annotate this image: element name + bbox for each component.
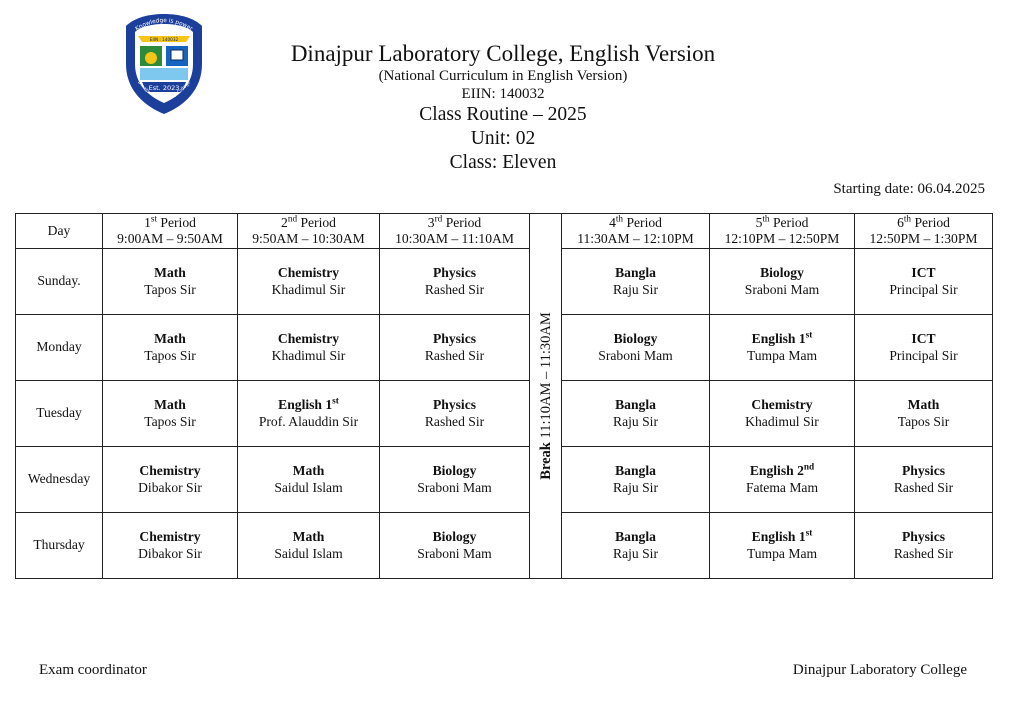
class-cell: ICT Principal Sir: [855, 249, 993, 315]
curriculum-note: (National Curriculum in English Version): [378, 68, 628, 84]
period-time: 9:50AM – 10:30AM: [252, 231, 365, 246]
routine-title: Class Routine – 2025: [419, 104, 587, 125]
table-row: [16, 315, 993, 381]
period-header: 4th Period 11:30AM – 12:10PM: [562, 214, 710, 249]
class-cell: Math Tapos Sir: [103, 249, 238, 315]
college-logo: [122, 12, 206, 116]
period-time: 9:00AM – 9:50AM: [117, 231, 223, 246]
class-cell: Bangla Raju Sir: [562, 381, 710, 447]
period-time: 12:50PM – 1:30PM: [869, 231, 978, 246]
class-cell: English 2nd Fatema Mam: [710, 447, 855, 513]
table-row: [16, 513, 993, 579]
class-cell: Physics Rashed Sir: [380, 315, 530, 381]
college-name: Dinajpur Laboratory College, English Version: [290, 41, 716, 66]
class-cell: Bangla Raju Sir: [562, 447, 710, 513]
class-cell: Math Saidul Islam: [238, 447, 380, 513]
class-cell: Physics Rashed Sir: [855, 513, 993, 579]
class-cell: Chemistry Khadimul Sir: [238, 249, 380, 315]
break-label: Break 11:10AM – 11:30AM: [537, 312, 554, 480]
table-row: [16, 381, 993, 447]
class-cell: Physics Rashed Sir: [855, 447, 993, 513]
period-header: 6th Period 12:50PM – 1:30PM: [855, 214, 993, 249]
period-header: 2nd Period 9:50AM – 10:30AM: [238, 214, 380, 249]
class-cell: Chemistry Dibakor Sir: [103, 447, 238, 513]
class-cell: Bangla Raju Sir: [562, 513, 710, 579]
class-cell: Biology Sraboni Mam: [710, 249, 855, 315]
period-time: 12:10PM – 12:50PM: [724, 231, 840, 246]
period-time: 11:30AM – 12:10PM: [577, 231, 694, 246]
period-header: 1st Period 9:00AM – 9:50AM: [103, 214, 238, 249]
class-label: Class: Eleven: [449, 152, 557, 173]
starting-date: Starting date: 06.04.2025: [833, 181, 985, 197]
day-cell: Tuesday: [16, 381, 103, 447]
table-row: [16, 447, 993, 513]
class-cell: Biology Sraboni Mam: [380, 447, 530, 513]
eiin-number: EIIN: 140032: [461, 86, 545, 102]
class-cell: Math Tapos Sir: [855, 381, 993, 447]
routine-table: [15, 213, 993, 579]
logo-eiin-text: EIIN : 140032: [149, 37, 179, 42]
exam-coordinator-label: Exam coordinator: [39, 662, 147, 678]
table-row: [16, 249, 993, 315]
day-cell: Sunday.: [16, 249, 103, 315]
day-cell: Monday: [16, 315, 103, 381]
day-header: Day: [16, 214, 103, 249]
class-cell: Chemistry Dibakor Sir: [103, 513, 238, 579]
class-cell: Biology Sraboni Mam: [562, 315, 710, 381]
class-cell: English 1st Tumpa Mam: [710, 315, 855, 381]
class-cell: English 1st Prof. Alauddin Sir: [238, 381, 380, 447]
logo-ring-text: Dinajpur Laboratory College: [136, 80, 192, 102]
break-column: [530, 214, 562, 579]
class-cell: Chemistry Khadimul Sir: [710, 381, 855, 447]
class-cell: Math Tapos Sir: [103, 381, 238, 447]
day-cell: Thursday: [16, 513, 103, 579]
unit-label: Unit: 02: [470, 128, 536, 149]
page-header: [200, 40, 806, 176]
class-cell: Math Saidul Islam: [238, 513, 380, 579]
class-cell: Bangla Raju Sir: [562, 249, 710, 315]
logo-est-text: Est. 2023: [148, 84, 180, 92]
college-signature-label: Dinajpur Laboratory College: [792, 662, 967, 678]
class-cell: Math Tapos Sir: [103, 315, 238, 381]
period-header: 3rd Period 10:30AM – 11:10AM: [380, 214, 530, 249]
class-cell: Chemistry Khadimul Sir: [238, 315, 380, 381]
class-cell: Biology Sraboni Mam: [380, 513, 530, 579]
period-header: 5th Period 12:10PM – 12:50PM: [710, 214, 855, 249]
class-cell: English 1st Tumpa Mam: [710, 513, 855, 579]
logo-motto-text: Knowledge is power: [134, 17, 194, 33]
period-time: 10:30AM – 11:10AM: [395, 231, 514, 246]
class-cell: Physics Rashed Sir: [380, 381, 530, 447]
class-cell: Physics Rashed Sir: [380, 249, 530, 315]
header-row: [16, 214, 993, 249]
day-cell: Wednesday: [16, 447, 103, 513]
class-cell: ICT Principal Sir: [855, 315, 993, 381]
